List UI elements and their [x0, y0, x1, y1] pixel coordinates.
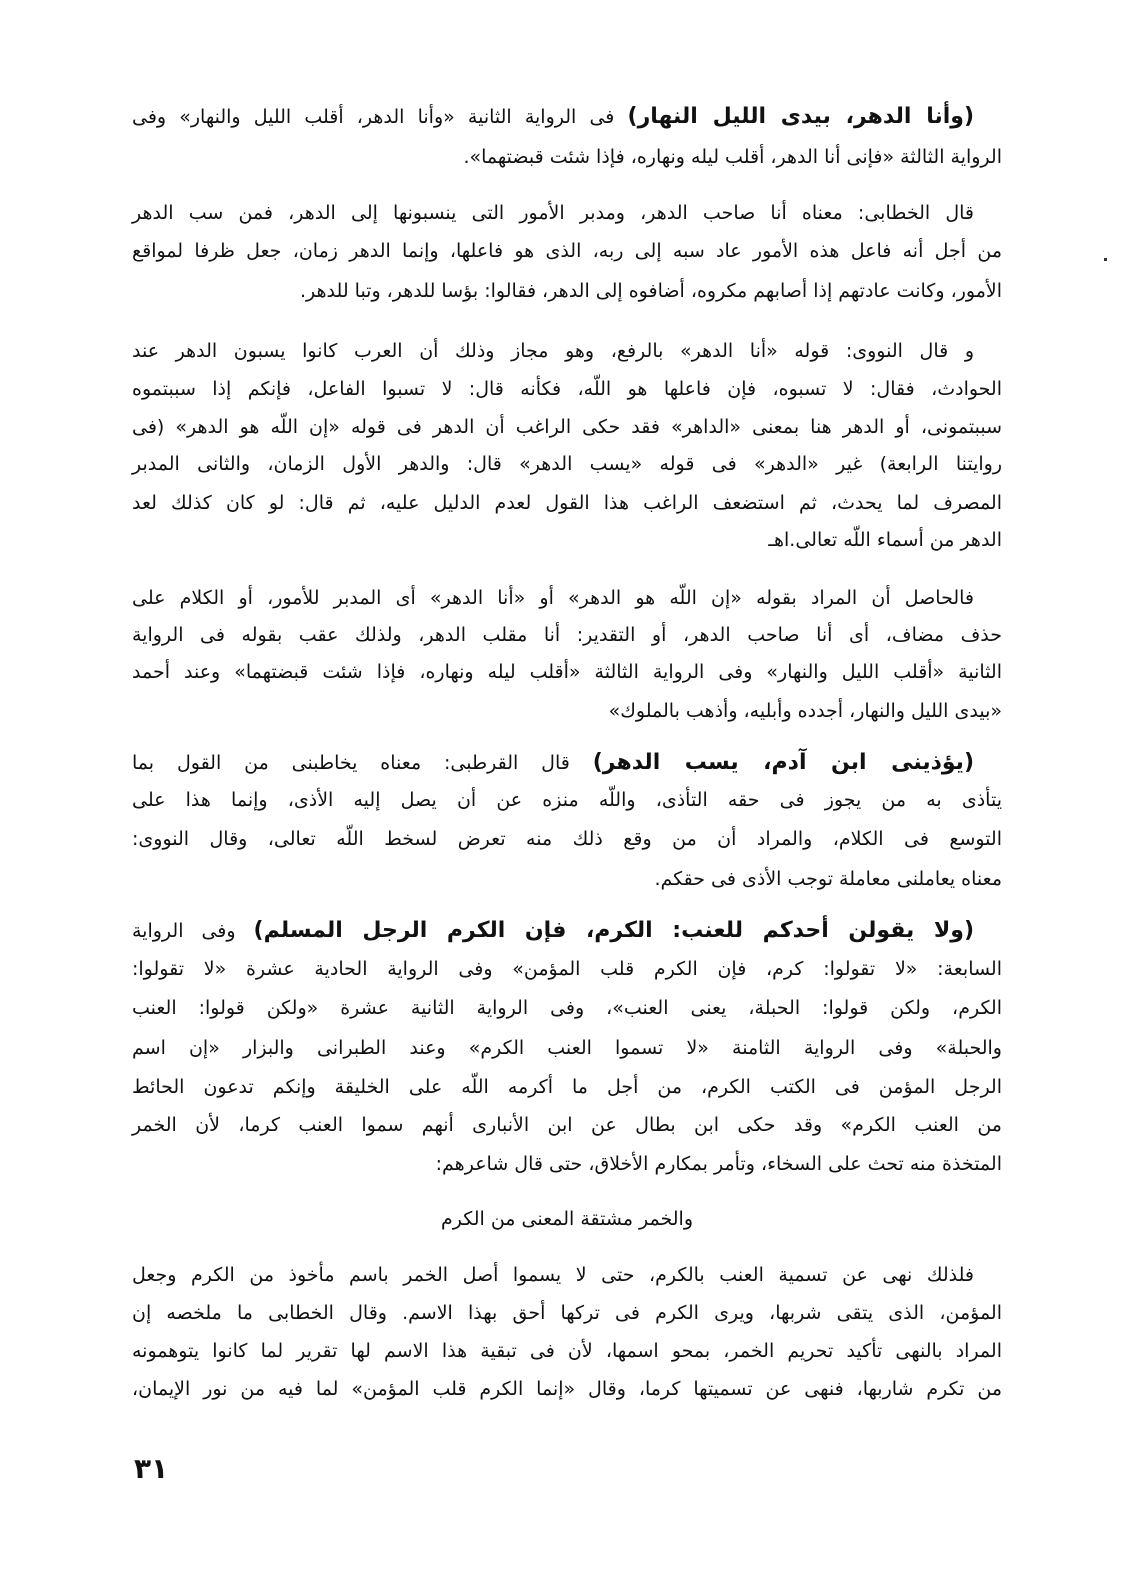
hadith-phrase-heading: (يؤذينى ابن آدم، يسب الدهر): [592, 750, 975, 775]
text-line: من تكرم شاربها، فنهى عن تسميتها كرما، وقال «إنما الكرم قلب المؤمن» لما فيه من نور الإيمان،: [132, 1378, 1002, 1400]
text-line: المصرف لما يحدث، ثم استضعف الراغب هذا القول لعدم الدليل عليه، ثم قال: لو كان كذلك لعد: [132, 492, 1002, 514]
text-line: من العنب الكرم» وقد حكى ابن بطال عن ابن الأنبارى أنهم سموا العنب كرما، لأن الخمر: [132, 1114, 1002, 1136]
text-line: حذف مضاف، أى أنا صاحب الدهر، أو التقدير: أنا مقلب الدهر، ولذلك عقب بقوله فى الرواية: [132, 624, 1002, 646]
poetry-verse: والخمر مشتقة المعنى من الكرم: [440, 1208, 694, 1230]
text-line: المراد بالنهى تأكيد تحريم الخمر، بمحو اسمها، لأن فى تبقية هذا الاسم لها تقرير لما كانوا يتوهمونه: [132, 1340, 1002, 1362]
text-line: الدهر من أسماء اللّه تعالى.اهـ: [768, 529, 1002, 551]
text-line: [132, 102, 1002, 132]
text-line: [132, 916, 1002, 946]
text-line: معناه يعاملنى معاملة توجب الأذى فى حقكم.: [654, 868, 1002, 890]
text-line: الأمور، وكانت عادتهم إذا أصابهم مكروه، أضافوه إلى الدهر، فقالوا: بؤسا للدهر، وتبا للدهر.: [300, 280, 1002, 302]
text-line: «بيدى الليل والنهار، أجدده وأبليه، وأذهب بالملوك»: [608, 700, 1002, 722]
text-line: الثانية «أقلب الليل والنهار» وفى الرواية الثالثة «أقلب ليله ونهاره، فإذا شئت قبضتهما» وعند أحمد: [132, 661, 1002, 683]
text-line: المتخذة منه تحث على السخاء، وتأمر بمكارم الأخلاق، حتى قال شاعرهم:: [435, 1153, 1002, 1175]
text-line: التوسع فى الكلام، والمراد أن من وقع ذلك منه تعرض لسخط اللّه تعالى، وقال النووى:: [132, 828, 1002, 850]
text-line: يتأذى به من يجوز فى حقه التأذى، واللّه منزه عن أن يصل إليه الأذى، وإنما هذا على: [132, 789, 1002, 811]
text-line: فلذلك نهى عن تسمية العنب بالكرم، حتى لا يسموا أصل الخمر باسم مأخوذ من الكرم وجعل: [132, 1264, 974, 1286]
line-text: وفى الرواية: [132, 920, 236, 942]
line-text: فى الرواية الثانية «وأنا الدهر، أقلب الليل والنهار» وفى: [132, 106, 615, 128]
text-line: قال الخطابى: معناه أنا صاحب الدهر، ومدبر الأمور التى ينسبونها إلى الدهر، فمن سب الدهر: [132, 202, 974, 224]
text-line: روايتنا الرابعة) غير «الدهر» فى قوله «يسب الدهر» قال: والدهر الأول الزمان، والثانى المدبر: [132, 453, 1002, 475]
text-line: فالحاصل أن المراد بقوله «إن اللّه هو الدهر» أو «أنا الدهر» أى المدبر للأمور، أو الكلام على: [132, 587, 974, 609]
hadith-phrase-heading: (ولا يقولن أحدكم للعنب: الكرم، فإن الكرم الرجل المسلم): [253, 918, 974, 943]
text-line: المؤمن، الذى يتقى شربها، ويرى الكرم فى تركها أحق بهذا الاسم. وقال الخطابى ما ملخصه إن: [132, 1302, 1002, 1324]
text-line: من أجل أنه فاعل هذه الأمور عاد سبه إلى ربه، الذى هو فاعلها، وإنما الدهر زمان، جعل ظرفا لمواقع: [132, 240, 1002, 262]
scan-speck: [1104, 258, 1107, 261]
text-line: الرواية الثالثة «فإنى أنا الدهر، أقلب ليله ونهاره، فإذا شئت قبضتهما».: [463, 146, 1002, 168]
line-text: قال القرطبى: معناه يخاطبنى من القول بما: [132, 752, 570, 774]
text-line: الكرم، ولكن قولوا: الحبلة، يعنى العنب»، وفى الرواية الثانية عشرة «ولكن قولوا: العنب: [132, 997, 1002, 1019]
text-line: الحوادث، فقال: لا تسبوه، فإن فاعلها هو اللّه، فكأنه قال: لا تسبوا الفاعل، فإنكم إذا سببتموه: [132, 378, 1002, 400]
page-number: ٣١: [134, 1452, 169, 1485]
hadith-phrase-heading: (وأنا الدهر، بيدى الليل النهار): [627, 104, 974, 129]
text-line: والحبلة» وفى الرواية الثامنة «لا تسموا العنب الكرم» وعند الطبرانى والبزار «إن اسم: [132, 1037, 1002, 1059]
text-line: السابعة: «لا تقولوا: كرم، فإن الكرم قلب المؤمن» وفى الرواية الحادية عشرة «لا تقولوا:: [132, 958, 1002, 980]
text-line: [132, 748, 1002, 778]
text-line: الرجل المؤمن فى الكتب الكرم، من أجل ما أكرمه اللّه على الخليقة وإنكم تدعون الحائط: [132, 1076, 1002, 1098]
text-line: و قال النووى: قوله «أنا الدهر» بالرفع، وهو مجاز وذلك أن العرب كانوا يسبون الدهر عند: [132, 340, 974, 362]
text-line: سببتمونى، أو الدهر هنا بمعنى «الداهر» فقد حكى الراغب أن الدهر فى قوله «إن اللّه هو الدهر» (فى: [132, 416, 1002, 438]
